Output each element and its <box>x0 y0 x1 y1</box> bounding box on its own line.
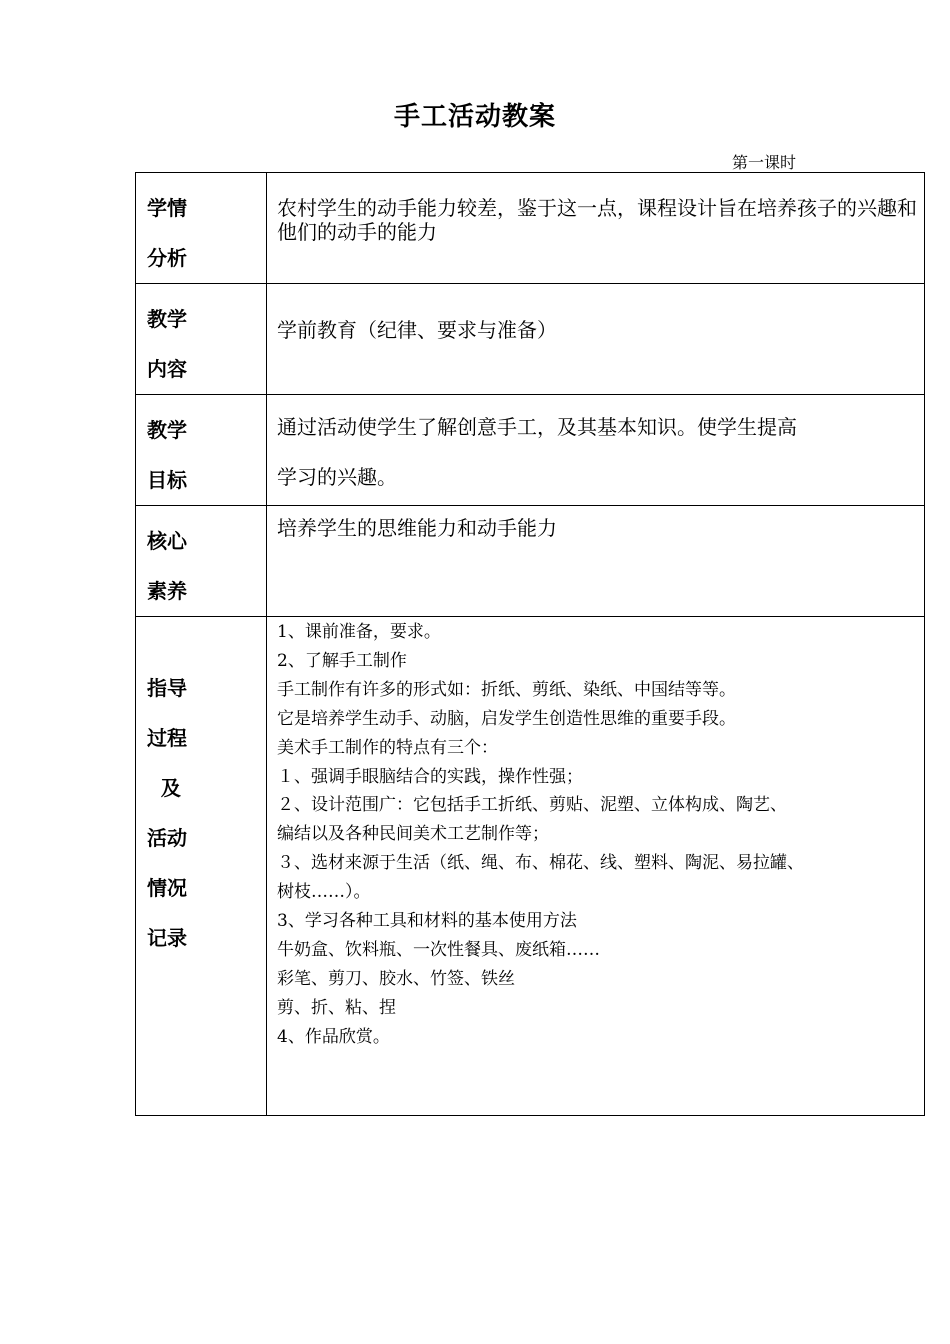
table-row <box>136 506 925 617</box>
content-line: 4、作品欣赏。 <box>277 1026 390 1047</box>
content-line: 培养学生的思维能力和动手能力 <box>277 516 557 540</box>
content-line: ２、设计范围广：它包括手工折纸、剪贴、泥塑、立体构成、陶艺、 <box>277 795 787 816</box>
row-header-line: 学情 <box>147 196 187 220</box>
row-header-cell <box>136 173 267 284</box>
content-line: 通过活动使学生了解创意手工，及其基本知识。使学生提高 <box>277 415 797 439</box>
row-header-cell <box>136 284 267 395</box>
page-title: 手工活动教案 <box>393 102 556 132</box>
table-row <box>136 617 925 1116</box>
row-header-line: 情况 <box>147 876 187 900</box>
lesson-plan-table <box>135 172 925 1116</box>
content-line: 树枝……）。 <box>277 882 371 903</box>
table-row <box>136 395 925 506</box>
row-header-line: 分析 <box>147 246 187 270</box>
row-header-line: 及 <box>147 776 181 800</box>
row-header-line: 目标 <box>147 468 187 492</box>
content-line: 它是培养学生动手、动脑，启发学生创造性思维的重要手段。 <box>277 708 736 729</box>
row-header-line: 记录 <box>147 926 187 950</box>
row-header-line: 教学 <box>147 307 187 331</box>
table-row <box>136 284 925 395</box>
content-line: 学习的兴趣。 <box>277 465 397 489</box>
row-header-line: 核心 <box>147 529 187 553</box>
content-line: 3、学习各种工具和材料的基本使用方法 <box>277 911 577 932</box>
row-header-cell <box>136 506 267 617</box>
content-line: ３、选材来源于生活（纸、绳、布、棉花、线、塑料、陶泥、易拉罐、 <box>277 853 804 874</box>
content-line: 剪、折、粘、捏 <box>277 997 396 1018</box>
content-line: 美术手工制作的特点有三个： <box>277 737 498 758</box>
row-content-cell <box>267 617 925 1116</box>
row-content-cell <box>267 506 925 617</box>
row-header-line: 内容 <box>147 357 187 381</box>
content-line: 学前教育（纪律、要求与准备） <box>277 318 557 342</box>
content-line: 2、了解手工制作 <box>277 650 407 671</box>
content-line: １、强调手眼脑结合的实践，操作性强； <box>277 766 583 787</box>
content-line: 编结以及各种民间美术工艺制作等； <box>277 824 549 845</box>
row-header-cell <box>136 617 267 1116</box>
row-header-line: 素养 <box>147 579 187 603</box>
table-row <box>136 173 925 284</box>
row-header-line: 过程 <box>147 726 187 750</box>
row-content-cell <box>267 173 925 284</box>
row-header-line: 指导 <box>147 676 187 700</box>
content-line: 彩笔、剪刀、胶水、竹签、铁丝 <box>277 968 515 989</box>
row-content-cell <box>267 284 925 395</box>
lesson-label: 第一课时 <box>732 153 797 172</box>
row-header-line: 活动 <box>147 826 187 850</box>
row-content-cell <box>267 395 925 506</box>
row-header-line: 教学 <box>147 418 187 442</box>
content-line: 农村学生的动手能力较差，鉴于这一点，课程设计旨在培养孩子的兴趣和他们的动手的能力 <box>277 196 917 244</box>
content-line: 1、课前准备，要求。 <box>277 622 441 642</box>
content-line: 手工制作有许多的形式如：折纸、剪纸、染纸、中国结等等。 <box>277 679 736 700</box>
row-header-cell <box>136 395 267 506</box>
content-line: 牛奶盒、饮料瓶、一次性餐具、废纸箱…… <box>277 939 600 960</box>
